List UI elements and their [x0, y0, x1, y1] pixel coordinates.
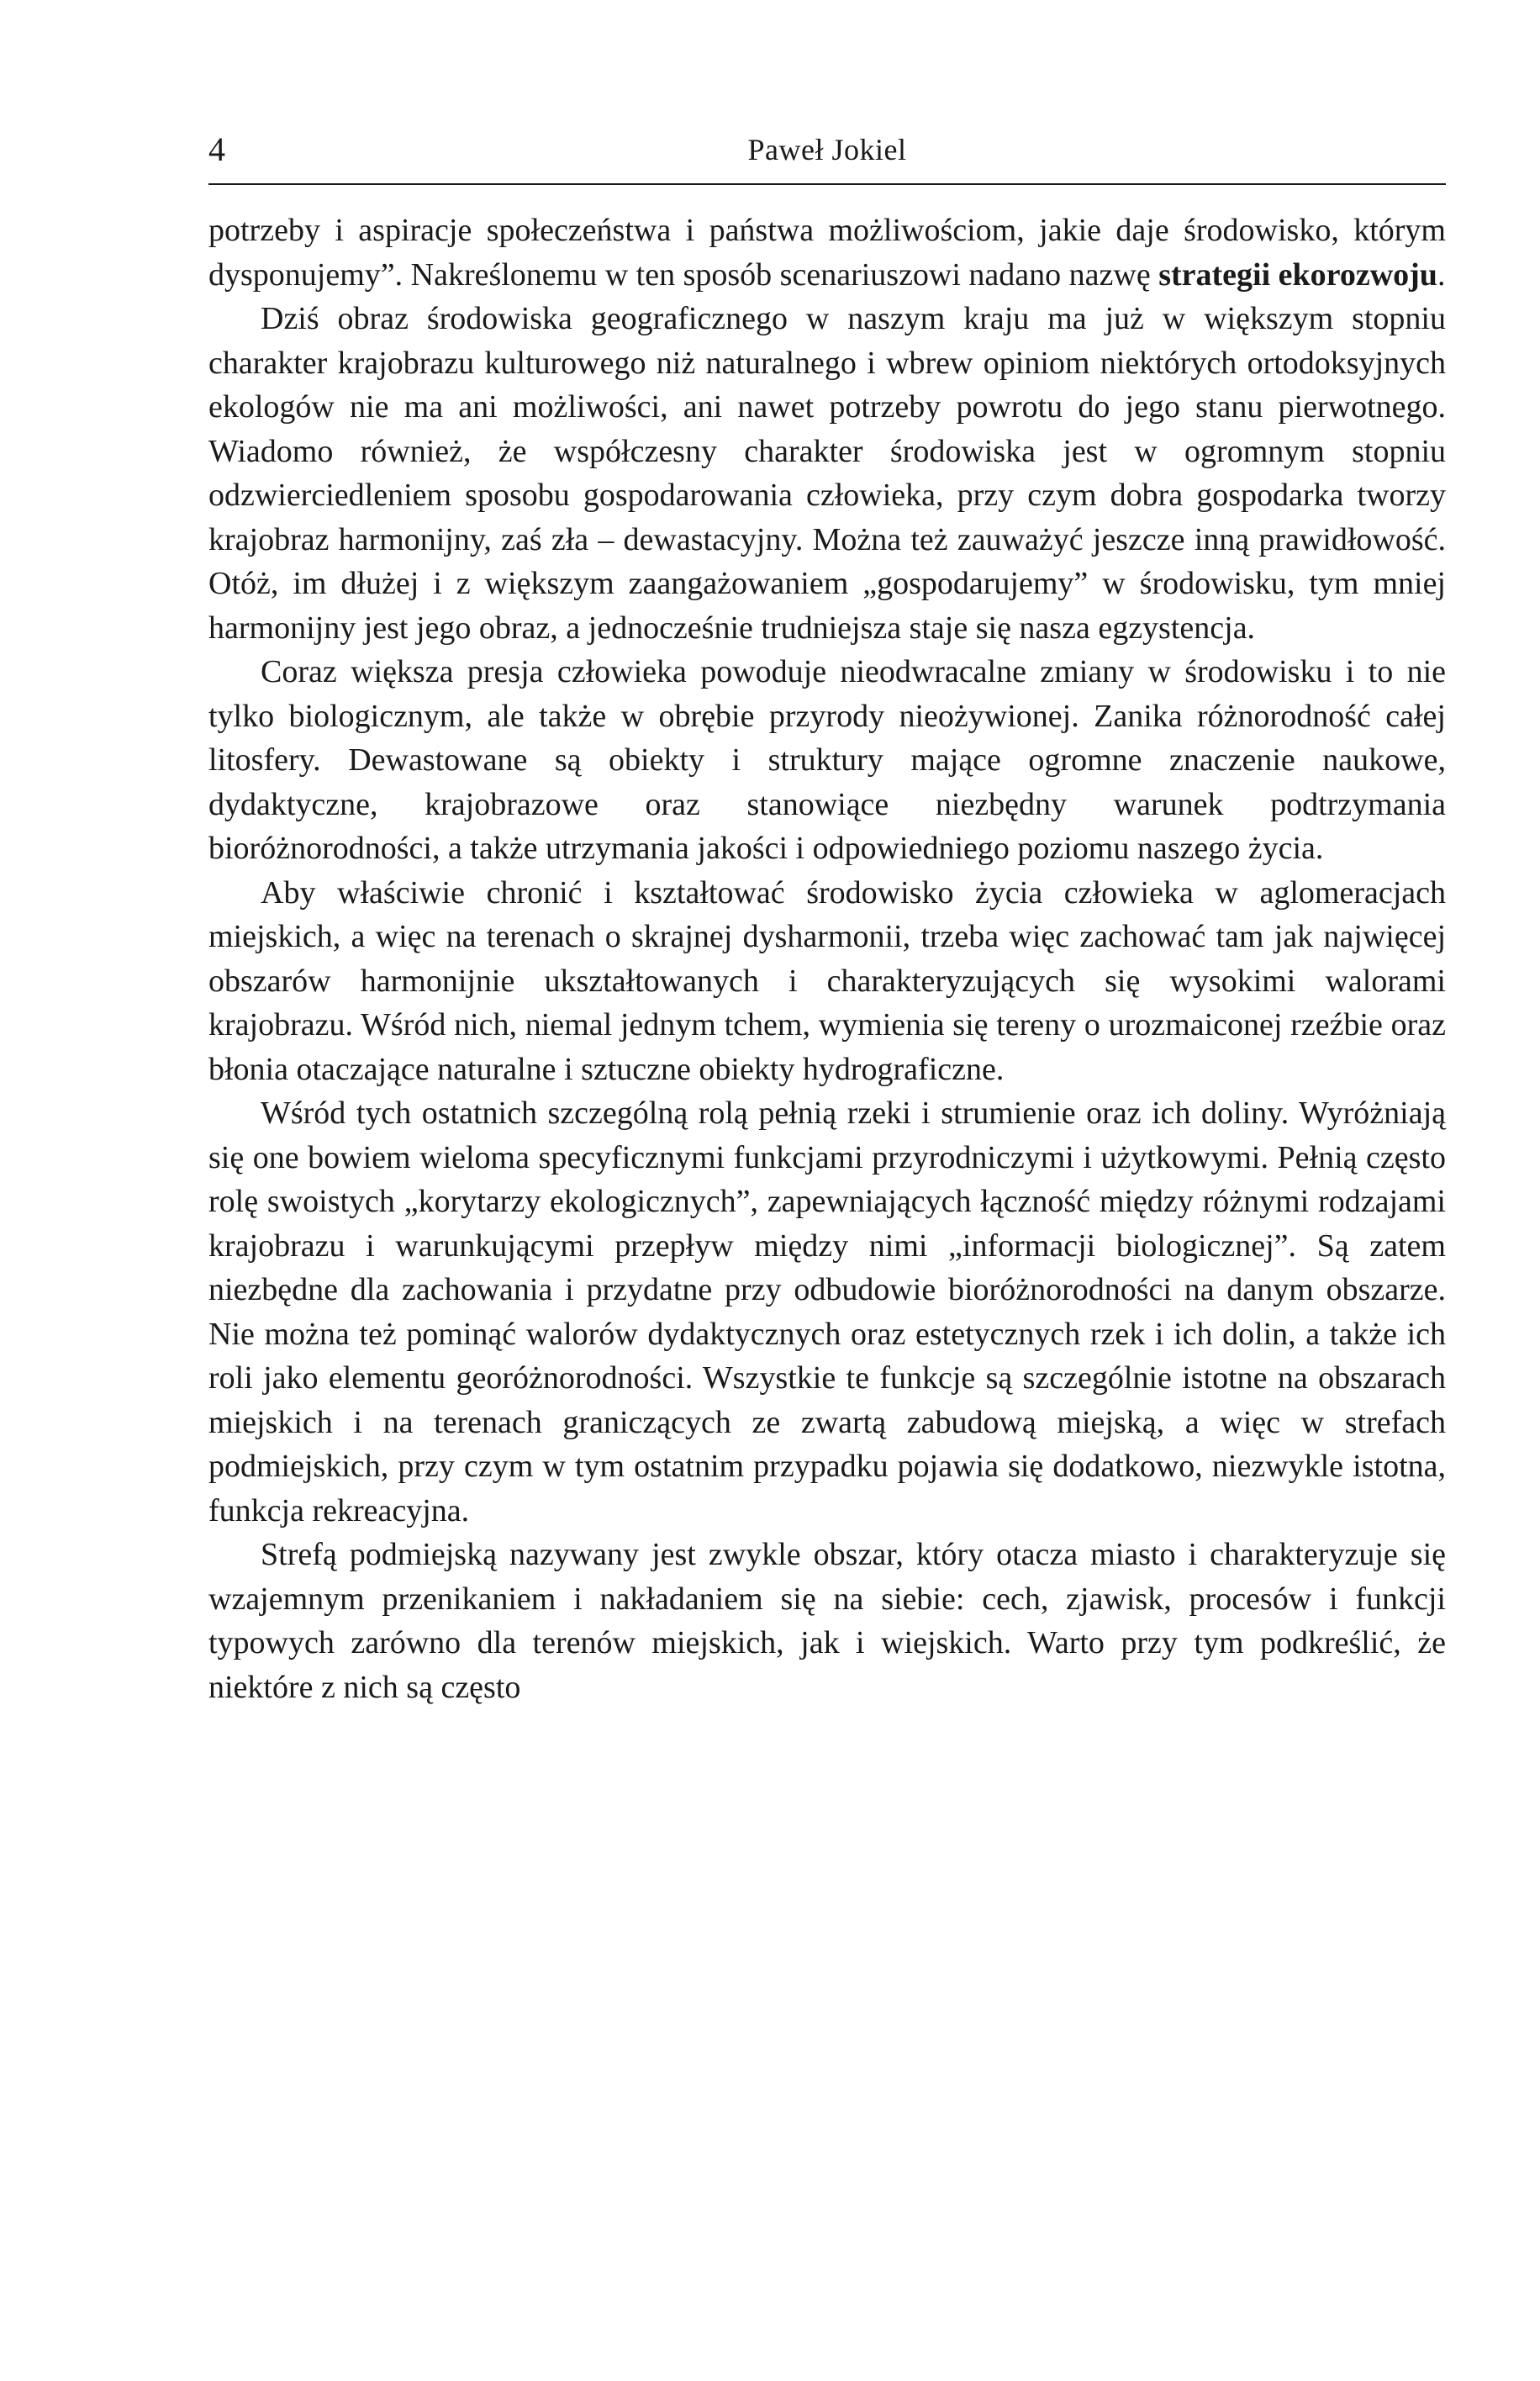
running-head-author: Paweł Jokiel — [747, 133, 907, 166]
term-strategii-ekorozwoju: strategii ekorozwoju — [1158, 256, 1437, 293]
paragraph-6: Strefą podmiejską nazywany jest zwykle obszar, który otacza miasto i charakteryzuje się wzajemnym przenikaniem i nakładaniem się na siebie: cech, zjawisk, procesów i funkcji typowych zarówno dla terenów miejskich, jak i wiejskich. Warto przy tym podkreślić, że niektóre z nich są często — [208, 1537, 1446, 1705]
paragraph-1-text: potrzeby i aspiracje społeczeństwa i państwa możliwościom, jakie daje środowisko, którym dysponujemy”. Nakreślonemu w ten sposób scenariuszowi nadano nazwę — [208, 213, 1446, 293]
page-header — [208, 126, 1446, 177]
paragraph-5: Wśród tych ostatnich szczególną rolą pełnią rzeki i strumienie oraz ich doliny. Wyróżniają się one bowiem wieloma specyficznymi funkcjami przyrodniczymi i użytkowymi. Pełnią często rolę swoistych „korytarzy ekologicznych”, zapewniających łączność między różnymi rodzajami krajobrazu i warunkującymi przepływ między nimi „informacji biologicznej”. Są zatem niezbędne dla zachowania i przydatne przy odbudowie bioróżnorodności na danym obszarze. Nie można też pominąć walorów dydaktycznych oraz estetycznych rzek i ich dolin, a także ich roli jako elementu georóżnorodności. Wszystkie te funkcje są szczególnie istotne na obszarach miejskich i na terenach graniczących ze zwartą zabudową miejską, a więc w strefach podmiejskich, przy czym w tym ostatnim przypadku pojawia się dodatkowo, niezwykle istotna, funkcja rekreacyjna. — [208, 1095, 1446, 1528]
header-rule — [208, 183, 1446, 185]
body-text — [208, 209, 1446, 1709]
paragraph-1 — [208, 209, 1446, 297]
paragraph-1-end: . — [1437, 256, 1446, 293]
paragraph-4: Aby właściwie chronić i kształtować środowisko życia człowieka w aglomeracjach miejskich, a więc na terenach o skrajnej dysharmonii, trzeba więc zachować tam jak najwięcej obszarów harmonijnie ukształtowanych i charakteryzujących się wysokimi walorami krajobrazu. Wśród nich, niemal jednym tchem, wymienia się tereny o urozmaiconej rzeźbie oraz błonia otaczające naturalne i sztuczne obiekty hydrograficzne. — [208, 874, 1446, 1087]
page-number: 4 — [208, 130, 225, 168]
paragraph-2: Dziś obraz środowiska geograficznego w naszym kraju ma już w większym stopniu charakter krajobrazu kulturowego niż naturalnego i wbrew opiniom niektórych ortodoksyjnych ekologów nie ma ani możliwości, ani nawet potrzeby powrotu do jego stanu pierwotnego. Wiadomo również, że współczesny charakter środowiska jest w ogromnym stopniu odzwierciedleniem sposobu gospodarowania człowieka, przy czym dobra gospodarka tworzy krajobraz harmonijny, zaś zła – dewastacyjny. Można też zauważyć jeszcze inną prawidłowość. Otóż, im dłużej i z większym zaangażowaniem „gospodarujemy” w środowisku, tym mniej harmonijny jest jego obraz, a jednocześnie trudniejsza staje się nasza egzystencja. — [208, 301, 1446, 646]
paragraph-3: Coraz większa presja człowieka powoduje nieodwracalne zmiany w środowisku i to nie tylko biologicznym, ale także w obrębie przyrody nieożywionej. Zanika różnorodność całej litosfery. Dewastowane są obiekty i struktury mające ogromne znaczenie naukowe, dydaktyczne, krajobrazowe oraz stanowiące niezbędny warunek podtrzymania bioróżnorodności, a także utrzymania jakości i odpowiedniego poziomu naszego życia. — [208, 654, 1446, 866]
